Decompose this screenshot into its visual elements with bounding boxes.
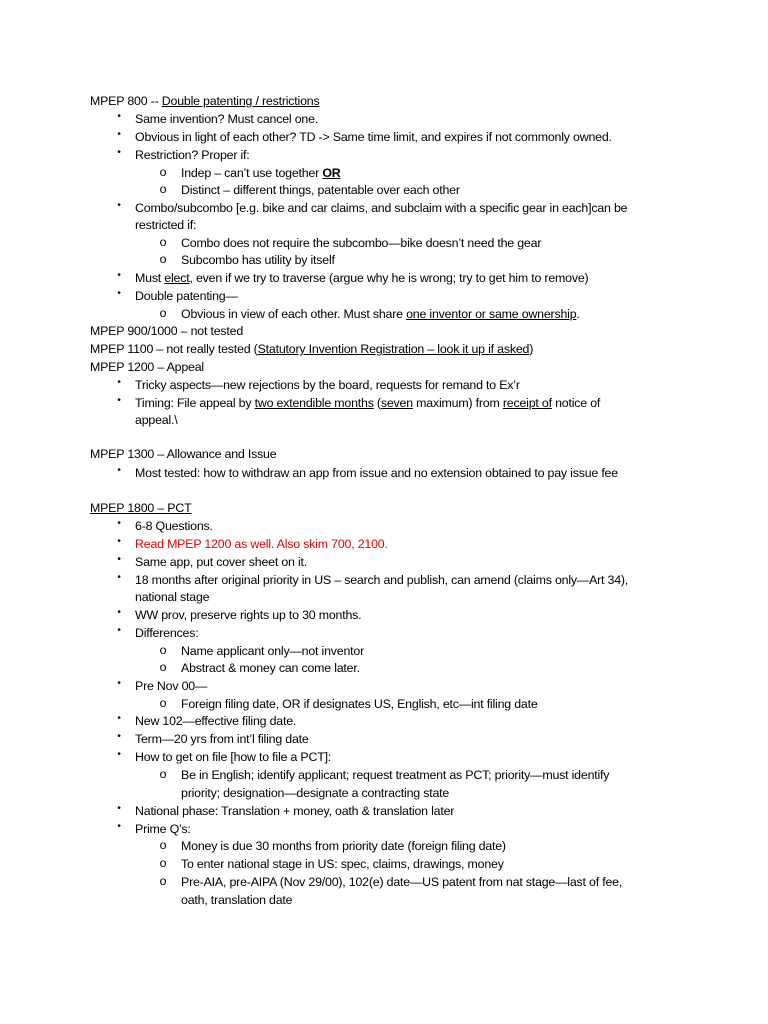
bullet-icon: • <box>117 288 121 299</box>
list-item: National phase: Translation + money, oath & translation later <box>135 804 455 818</box>
bullet-icon: • <box>117 147 121 158</box>
hollow-bullet-icon: o <box>159 660 167 674</box>
sub-list-item: Be in English; identify applicant; request treatment as PCT; priority—must identify <box>181 768 610 782</box>
bullet-icon: • <box>117 625 121 636</box>
bullet-icon: • <box>117 200 121 211</box>
list-item: 6-8 Questions. <box>135 519 213 533</box>
section-heading-1300: MPEP 1300 – Allowance and Issue <box>90 447 277 461</box>
sub-list-item: Obvious in view of each other. Must share one inventor or same ownership. <box>181 307 580 321</box>
list-item: Differences: <box>135 626 199 640</box>
bullet-icon: • <box>117 270 121 281</box>
hollow-bullet-icon: o <box>159 252 167 266</box>
bullet-icon: • <box>117 572 121 583</box>
bullet-icon: • <box>117 607 121 618</box>
hollow-bullet-icon: o <box>159 874 167 888</box>
list-item: Same invention? Must cancel one. <box>135 112 319 126</box>
sub-list-item: Distinct – different things, patentable over each other <box>181 183 460 197</box>
sub-list-item: Indep – can’t use together OR <box>181 166 341 180</box>
hollow-bullet-icon: o <box>159 165 167 179</box>
list-item-continuation: national stage <box>135 590 210 604</box>
list-item: How to get on file [how to file a PCT]: <box>135 750 332 764</box>
bullet-icon: • <box>117 731 121 742</box>
bullet-icon: • <box>117 803 121 814</box>
list-item: Pre Nov 00— <box>135 679 208 693</box>
bullet-icon: • <box>117 518 121 529</box>
bullet-icon: • <box>117 749 121 760</box>
hollow-bullet-icon: o <box>159 306 167 320</box>
sub-list-item: Subcombo has utility by itself <box>181 253 335 267</box>
bullet-icon: • <box>117 377 121 388</box>
bullet-icon: • <box>117 465 121 476</box>
bullet-icon: • <box>117 395 121 406</box>
section-heading-900: MPEP 900/1000 – not tested <box>90 324 244 338</box>
list-item: Most tested: how to withdraw an app from issue and no extension obtained to pay issue fee <box>135 466 618 480</box>
bullet-icon: • <box>117 678 121 689</box>
section-heading-1100: MPEP 1100 – not really tested (Statutory Invention Registration – look it up if asked) <box>90 342 534 356</box>
list-item-continuation: restricted if: <box>135 218 197 232</box>
list-item: 18 months after original priority in US – search and publish, can amend (claims only—Art 34), <box>135 573 629 587</box>
bullet-icon: • <box>117 536 121 547</box>
bullet-icon: • <box>117 713 121 724</box>
hollow-bullet-icon: o <box>159 182 167 196</box>
list-item: Combo/subcombo [e.g. bike and car claims, and subclaim with a specific gear in each]can be <box>135 201 628 215</box>
hollow-bullet-icon: o <box>159 643 167 657</box>
section-heading-1200: MPEP 1200 – Appeal <box>90 360 204 374</box>
bullet-icon: • <box>117 129 121 140</box>
list-item: Obvious in light of each other? TD -> Same time limit, and expires if not commonly owned. <box>135 130 612 144</box>
sub-list-item-continuation: oath, translation date <box>181 893 293 907</box>
sub-list-item: Name applicant only—not inventor <box>181 644 365 658</box>
list-item: Term—20 yrs from int’l filing date <box>135 732 309 746</box>
bullet-icon: • <box>117 111 121 122</box>
list-item-continuation: appeal.\ <box>135 413 178 427</box>
bullet-icon: • <box>117 821 121 832</box>
hollow-bullet-icon: o <box>159 696 167 710</box>
sub-list-item: To enter national stage in US: spec, claims, drawings, money <box>181 857 504 871</box>
sub-list-item: Foreign filing date, OR if designates US, English, etc—int filing date <box>181 697 538 711</box>
sub-list-item: Pre-AIA, pre-AIPA (Nov 29/00), 102(e) date—US patent from nat stage—last of fee, <box>181 875 623 889</box>
sub-list-item: Combo does not require the subcombo—bike doesn’t need the gear <box>181 236 542 250</box>
bullet-icon: • <box>117 554 121 565</box>
hollow-bullet-icon: o <box>159 235 167 249</box>
hollow-bullet-icon: o <box>159 767 167 781</box>
highlighted-list-item: Read MPEP 1200 as well. Also skim 700, 2100. <box>135 537 388 551</box>
list-item: Same app, put cover sheet on it. <box>135 555 307 569</box>
sub-list-item-continuation: priority; designation—designate a contracting state <box>181 786 450 800</box>
list-item: Tricky aspects—new rejections by the board, requests for remand to Ex’r <box>135 378 520 392</box>
list-item: New 102—effective filing date. <box>135 714 297 728</box>
sub-list-item: Money is due 30 months from priority date (foreign filing date) <box>181 839 506 853</box>
list-item: WW prov, preserve rights up to 30 months. <box>135 608 362 622</box>
sub-list-item: Abstract & money can come later. <box>181 661 360 675</box>
list-item: Restriction? Proper if: <box>135 148 250 162</box>
list-item: Double patenting— <box>135 289 238 303</box>
list-item: Timing: File appeal by two extendible months (seven maximum) from receipt of notice of <box>135 396 601 410</box>
hollow-bullet-icon: o <box>159 856 167 870</box>
list-item: Prime Q’s: <box>135 822 191 836</box>
section-heading-1800: MPEP 1800 – PCT <box>90 501 192 515</box>
list-item: Must elect, even if we try to traverse (argue why he is wrong; try to get him to remove) <box>135 271 589 285</box>
section-heading-800: MPEP 800 -- Double patenting / restrictions <box>90 94 320 108</box>
hollow-bullet-icon: o <box>159 838 167 852</box>
